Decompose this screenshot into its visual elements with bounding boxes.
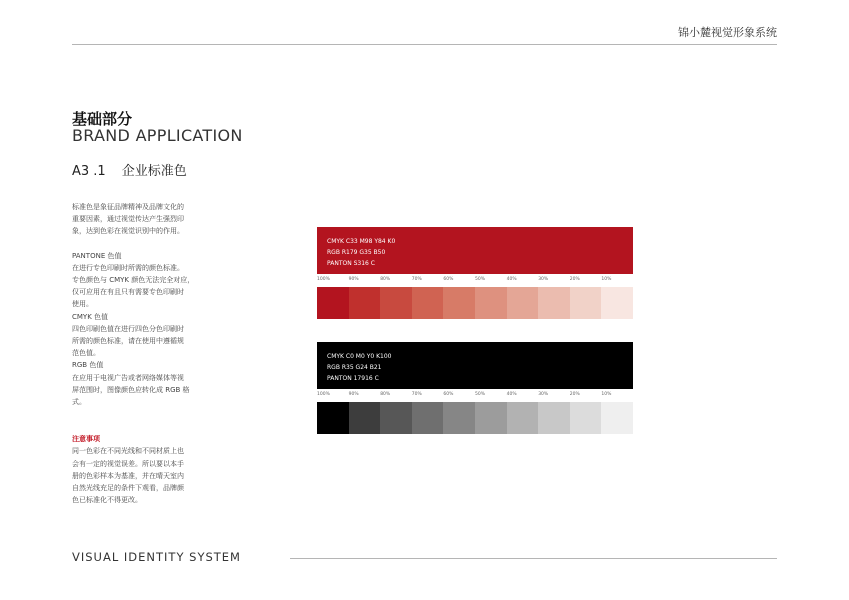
black-percent-label: 40% <box>506 392 517 397</box>
black-tint-swatch <box>507 402 539 434</box>
cmyk-title: CMYK 色值 <box>72 312 109 321</box>
top-divider <box>72 44 777 45</box>
pantone-line: 在进行专色印刷时所需的颜色标准。 <box>72 263 184 272</box>
page-title-cn: 基础部分 <box>72 110 133 128</box>
pantone-title: PANTONE 色值 <box>72 251 122 260</box>
black-percent-label: 10% <box>601 392 612 397</box>
black-percent-label: 100% <box>317 392 330 397</box>
notice-line: 会有一定的视觉误差。所以要以本手 <box>72 459 184 468</box>
bottom-divider <box>290 558 777 559</box>
red-percent-label: 10% <box>601 277 612 282</box>
black-color-block <box>317 342 633 434</box>
notice-line: 册的色彩样本为基准，并在晴天室内 <box>72 471 184 480</box>
cmyk-line: 所需的颜色标准，请在使用中遵循规 <box>72 337 184 346</box>
red-percent-label: 50% <box>475 277 486 282</box>
notice-line: 色已标准化不得更改。 <box>72 496 142 505</box>
pantone-line: 仅可应用在有且只有需要专色印刷时 <box>72 288 184 297</box>
red-tint-swatch <box>475 287 507 319</box>
red-percent-label: 80% <box>380 277 391 282</box>
black-percent-label: 90% <box>348 392 359 397</box>
black-tint-strip <box>317 402 633 434</box>
black-tint-swatch <box>475 402 507 434</box>
black-tint-swatch <box>317 402 349 434</box>
red-percent-label: 40% <box>506 277 517 282</box>
red-percent-label: 90% <box>348 277 359 282</box>
red-tint-swatch <box>443 287 475 319</box>
cmyk-line: 四色印刷色值在进行四色分色印刷时 <box>72 324 184 333</box>
red-tint-swatch <box>507 287 539 319</box>
black-tint-swatch <box>412 402 444 434</box>
intro-line: 标准色是象征品牌精神及品牌文化的 <box>72 203 184 211</box>
rgb-line: 式。 <box>72 398 86 407</box>
page-title-en: BRAND APPLICATION <box>72 126 243 145</box>
red-main-swatch <box>317 227 633 274</box>
black-tint-swatch <box>443 402 475 434</box>
red-percent-label: 100% <box>317 277 330 282</box>
description-panel <box>72 201 222 506</box>
footer-text: VISUAL IDENTITY SYSTEM <box>72 550 241 564</box>
black-percent-label: 80% <box>380 392 391 397</box>
section-label: 企业标准色 <box>121 164 187 179</box>
pantone-line: 专色颜色与 CMYK 颜色无法完全对应， <box>72 276 195 285</box>
red-tint-swatch <box>538 287 570 319</box>
notice-line: 同一色彩在不同光线和不同材质上也 <box>72 447 184 456</box>
red-color-block <box>317 227 633 319</box>
black-tint-swatch <box>380 402 412 434</box>
rgb-line: 在应用于电视广告或者网络媒体等视 <box>72 373 184 382</box>
notice-title: 注意事项 <box>72 435 100 444</box>
notice-line: 自然光线充足的条件下观看，品牌颜 <box>72 484 184 493</box>
red-tint-swatch <box>380 287 412 319</box>
red-cmyk-value: CMYK C33 M98 Y84 K0 <box>327 238 396 245</box>
black-tint-swatch <box>538 402 570 434</box>
rgb-line: 屏范围时，图像颜色应转化成 RGB 格 <box>72 385 190 394</box>
black-tint-swatch <box>349 402 381 434</box>
black-percent-label: 30% <box>538 392 549 397</box>
cmyk-line: 范色值。 <box>72 349 100 358</box>
red-tint-swatch <box>349 287 381 319</box>
red-percent-label: 30% <box>538 277 549 282</box>
black-percent-label: 70% <box>411 392 422 397</box>
red-tint-swatch <box>601 287 633 319</box>
red-rgb-value: RGB R179 G35 B50 <box>327 249 386 256</box>
red-percent-labels <box>317 274 633 287</box>
red-pantone-value: PANTON S316 C <box>327 260 375 267</box>
intro-line: 象，达到色彩在视觉识别中的作用。 <box>72 227 184 236</box>
black-percent-label: 20% <box>569 392 580 397</box>
black-pantone-value: PANTON 17916 C <box>327 375 379 382</box>
black-percent-label: 60% <box>443 392 454 397</box>
black-tint-swatch <box>601 402 633 434</box>
brand-name: 锦小麓视觉形象系统 <box>678 26 777 39</box>
rgb-title: RGB 色值 <box>72 361 104 370</box>
black-cmyk-value: CMYK C0 M0 Y0 K100 <box>327 353 392 360</box>
section-title <box>72 160 187 179</box>
black-tint-swatch <box>570 402 602 434</box>
pantone-line: 使用。 <box>72 300 93 309</box>
black-main-swatch <box>317 342 633 389</box>
red-percent-label: 20% <box>569 277 580 282</box>
section-number: A3 .1 <box>72 164 106 179</box>
red-percent-label: 70% <box>411 277 422 282</box>
intro-line: 重要因素，通过视觉传达产生强烈印 <box>72 215 184 224</box>
red-percent-label: 60% <box>443 277 454 282</box>
red-tint-swatch <box>412 287 444 319</box>
black-percent-labels <box>317 389 633 402</box>
black-percent-label: 50% <box>475 392 486 397</box>
black-rgb-value: RGB R35 G24 B21 <box>327 364 382 371</box>
red-tint-swatch <box>317 287 349 319</box>
red-tint-strip <box>317 287 633 319</box>
red-tint-swatch <box>570 287 602 319</box>
